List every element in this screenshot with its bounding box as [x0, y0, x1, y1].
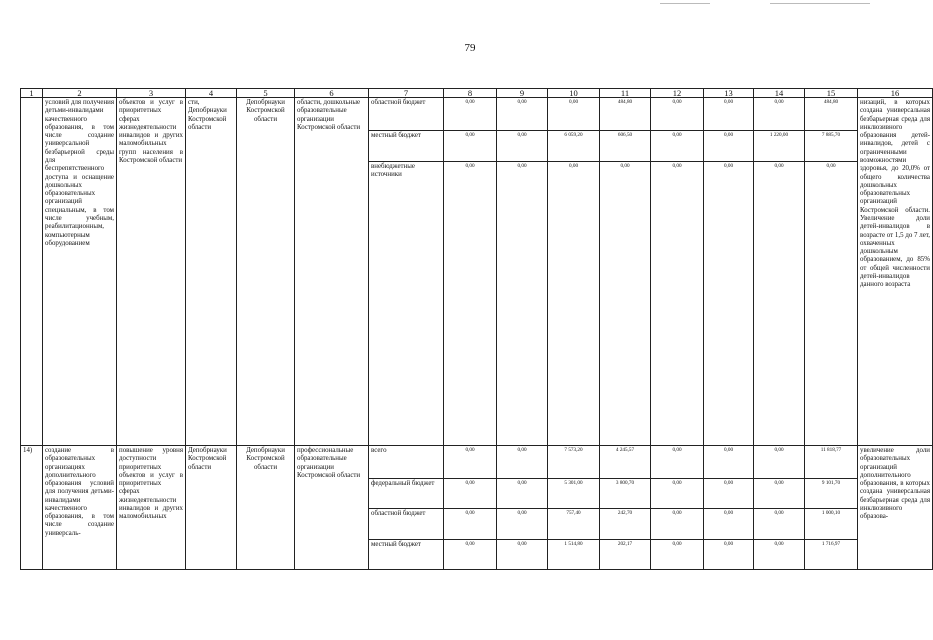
cell-value: 5 301,00: [548, 479, 600, 509]
cell-value: 0,00: [444, 445, 497, 478]
cell-value: 0,00: [754, 445, 805, 478]
column-number: 5: [237, 89, 295, 98]
expected-result: увеличение доли образовательных организаций дополнительного образования, в которых создана универсальная безбарьерная среда для инклюзивного образова-: [858, 445, 933, 569]
cell-value: 0,00: [704, 161, 754, 445]
funding-source: местный бюджет: [369, 539, 444, 569]
program-table: [20, 88, 933, 570]
cell-value: 0,00: [600, 161, 651, 445]
column-number: 3: [117, 89, 186, 98]
row-number: [21, 98, 43, 446]
column-number: 11: [600, 89, 651, 98]
measure-name: условий для получения детьми-инвалидами качественного образования, в том числе создание универсальной безбарьерной среды для беспрепятственного доступа и оснащение дошкольных образовательных организаций специальным, в том числе учебным, реабилитационным, компьютерным оборудованием: [43, 98, 117, 446]
column-number: 10: [548, 89, 600, 98]
column-number: 13: [704, 89, 754, 98]
cell-value: 0,00: [754, 509, 805, 539]
column-number: 15: [805, 89, 858, 98]
measure-recipient: профессиональные образовательные организации Костромской области: [295, 445, 369, 569]
cell-value: 484,80: [805, 98, 858, 131]
cell-value: 0,00: [548, 161, 600, 445]
measure-recipient: области, дошкольные образовательные организации Костромской области: [295, 98, 369, 446]
cell-value: 0,00: [497, 539, 548, 569]
cell-value: 0,00: [754, 161, 805, 445]
funding-source: областной бюджет: [369, 509, 444, 539]
measure-coexecutor: Депобрнауки Костромской области: [237, 445, 295, 569]
cell-value: 0,00: [651, 445, 704, 478]
cell-value: 6 059,20: [548, 131, 600, 161]
cell-value: 0,00: [497, 445, 548, 478]
cell-value: 757,40: [548, 509, 600, 539]
cell-value: 0,00: [754, 539, 805, 569]
cell-value: 0,00: [704, 98, 754, 131]
row-number: 14): [21, 445, 43, 569]
cell-value: 0,00: [651, 98, 704, 131]
cell-value: 0,00: [754, 479, 805, 509]
column-number: 4: [186, 89, 237, 98]
column-number: 7: [369, 89, 444, 98]
column-number: 12: [651, 89, 704, 98]
cell-value: 484,80: [600, 98, 651, 131]
cell-value: 11 818,77: [805, 445, 858, 478]
cell-value: 0,00: [754, 98, 805, 131]
cell-value: 0,00: [497, 98, 548, 131]
cell-value: 0,00: [444, 509, 497, 539]
cell-value: 4 245,57: [600, 445, 651, 478]
cell-value: 242,70: [600, 509, 651, 539]
column-number: 9: [497, 89, 548, 98]
cell-value: 0,00: [805, 161, 858, 445]
cell-value: 0,00: [651, 509, 704, 539]
top-edge-mark: [660, 3, 710, 4]
cell-value: 0,00: [444, 479, 497, 509]
table-row: [21, 98, 933, 131]
expected-result: низаций, в которых создана универсальная безбарьерная среда для инклюзивного образования детей-инвалидов, детей с ограниченными возможностями здоровья, до 20,0% от общего количества дошкольных образовательных организаций Костромской области. Увеличение доли детей-инвалидов в возрасте от 1,5 до 7 лет, охваченных дошкольным образованием, до 85% от общей численности детей-инвалидов данного возраста: [858, 98, 933, 446]
cell-value: 0,00: [497, 509, 548, 539]
cell-value: 202,17: [600, 539, 651, 569]
cell-value: 0,00: [497, 131, 548, 161]
cell-value: 1 000,10: [805, 509, 858, 539]
column-number: 1: [21, 89, 43, 98]
cell-value: 1 220,00: [754, 131, 805, 161]
column-number: 2: [43, 89, 117, 98]
cell-value: 0,00: [497, 161, 548, 445]
cell-value: 0,00: [704, 445, 754, 478]
table-row: [21, 445, 933, 478]
cell-value: 0,00: [497, 479, 548, 509]
measure-name: создание в образовательных организациях дополнительного образования условий для получения детьми-инвалидами качественного образования, в том числе создание универсаль-: [43, 445, 117, 569]
cell-value: 0,00: [444, 161, 497, 445]
cell-value: 606,50: [600, 131, 651, 161]
measure-goal: объектов и услуг в приоритетных сферах жизнедеятельности инвалидов и других маломобильных групп населения в Костромской области: [117, 98, 186, 446]
cell-value: 0,00: [651, 479, 704, 509]
cell-value: 0,00: [651, 161, 704, 445]
cell-value: 7 885,70: [805, 131, 858, 161]
cell-value: 1 514,80: [548, 539, 600, 569]
top-edge-mark: [770, 3, 870, 4]
cell-value: 0,00: [704, 479, 754, 509]
cell-value: 7 573,20: [548, 445, 600, 478]
funding-source: местный бюджет: [369, 131, 444, 161]
funding-source: внебюджетные источники: [369, 161, 444, 445]
funding-source: всего: [369, 445, 444, 478]
cell-value: 0,00: [704, 509, 754, 539]
cell-value: 0,00: [704, 131, 754, 161]
measure-goal: повышение уровня доступности приоритетных объектов и услуг в приоритетных сферах жизнедеятельности инвалидов и других маломобильных: [117, 445, 186, 569]
cell-value: 0,00: [704, 539, 754, 569]
cell-value: 0,00: [651, 131, 704, 161]
column-number: 8: [444, 89, 497, 98]
measure-executor: Депобрнауки Костромской области: [186, 445, 237, 569]
measure-executor: сти, Депобрнауки Костромской области: [186, 98, 237, 446]
column-number: 16: [858, 89, 933, 98]
funding-source: областной бюджет: [369, 98, 444, 131]
cell-value: 0,00: [444, 98, 497, 131]
cell-value: 1 716,97: [805, 539, 858, 569]
cell-value: 0,00: [444, 131, 497, 161]
cell-value: 3 800,70: [600, 479, 651, 509]
cell-value: 0,00: [444, 539, 497, 569]
cell-value: 0,00: [651, 539, 704, 569]
cell-value: 0,00: [548, 98, 600, 131]
funding-source: федеральный бюджет: [369, 479, 444, 509]
measure-coexecutor: Депобрнауки Костромской области: [237, 98, 295, 446]
column-number: 14: [754, 89, 805, 98]
cell-value: 9 101,70: [805, 479, 858, 509]
page-number: 79: [464, 42, 476, 54]
column-number-row: [21, 89, 933, 98]
column-number: 6: [295, 89, 369, 98]
